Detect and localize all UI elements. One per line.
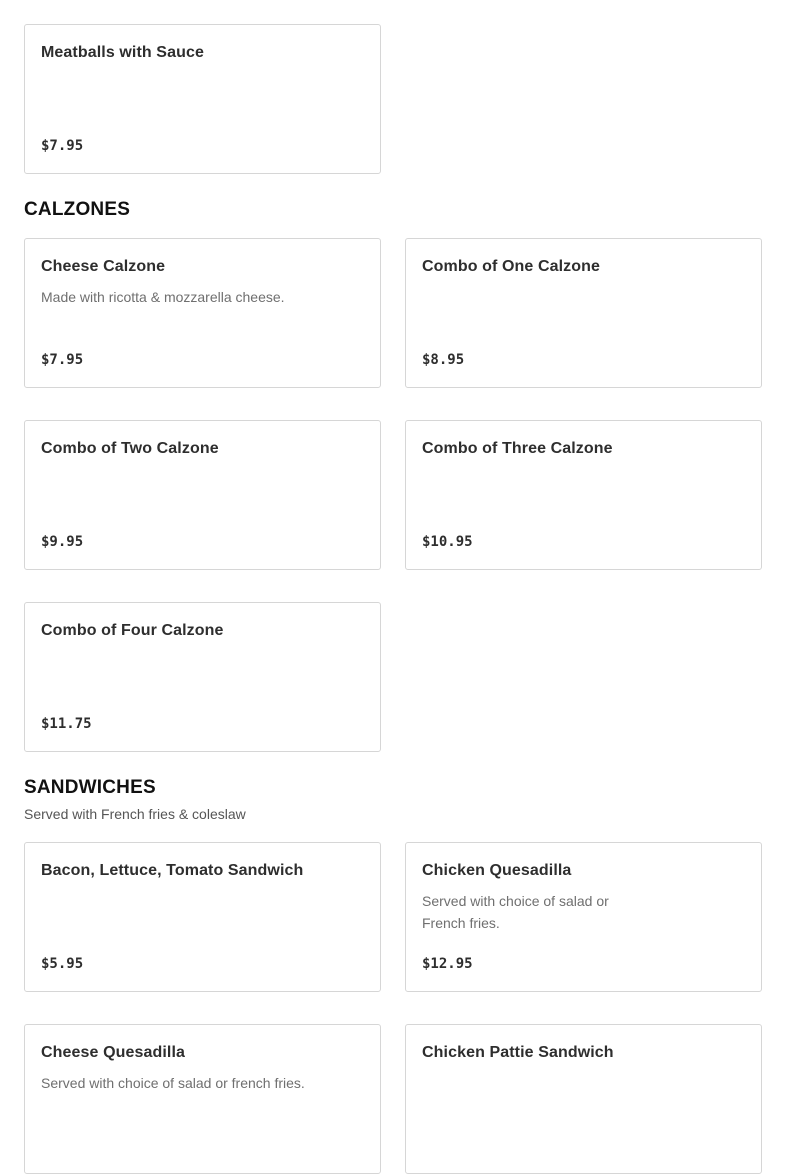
item-name: Meatballs with Sauce (41, 44, 204, 61)
item-name: Bacon, Lettuce, Tomato Sandwich (41, 862, 304, 879)
menu-item-card-blt[interactable] (24, 842, 381, 992)
item-description: Served with choice of salad or French fries. (422, 893, 609, 931)
item-price: $5.95 (41, 956, 84, 972)
item-price: $8.95 (422, 352, 465, 368)
item-name: Combo of Two Calzone (41, 440, 219, 457)
section-title-calzones: CALZONES (24, 199, 131, 220)
item-price: $7.95 (41, 352, 84, 368)
item-name: Cheese Calzone (41, 258, 166, 275)
item-name: Combo of Four Calzone (41, 622, 224, 639)
item-description: Made with ricotta & mozzarella cheese. (41, 289, 285, 305)
menu-item-card-combo-three[interactable] (405, 420, 762, 570)
item-name: Cheese Quesadilla (41, 1044, 185, 1061)
menu-item-card-meatballs[interactable] (24, 24, 381, 174)
section-subtitle: Served with French fries & coleslaw (24, 806, 246, 822)
item-name: Chicken Pattie Sandwich (422, 1044, 614, 1061)
menu-item-card-combo-four[interactable] (24, 602, 381, 752)
menu-item-card-cheese-calzone[interactable] (24, 238, 381, 388)
item-price: $11.75 (41, 716, 92, 732)
item-description: Served with choice of salad or french fries. (41, 1075, 305, 1091)
item-name: Combo of One Calzone (422, 258, 600, 275)
item-price: $12.95 (422, 956, 473, 972)
menu-item-card-chicken-pattie[interactable] (405, 1024, 762, 1174)
item-name: Chicken Quesadilla (422, 862, 572, 879)
menu-item-card-cheese-quesadilla[interactable] (24, 1024, 381, 1174)
item-price: $7.95 (41, 138, 84, 154)
item-price: $9.95 (41, 534, 84, 550)
item-price: $10.95 (422, 534, 473, 550)
menu-item-card-combo-one[interactable] (405, 238, 762, 388)
section-title-sandwiches: SANDWICHES (24, 777, 156, 798)
menu-item-card-combo-two[interactable] (24, 420, 381, 570)
item-name: Combo of Three Calzone (422, 440, 613, 457)
menu-item-card-chicken-quesadilla[interactable] (405, 842, 762, 992)
